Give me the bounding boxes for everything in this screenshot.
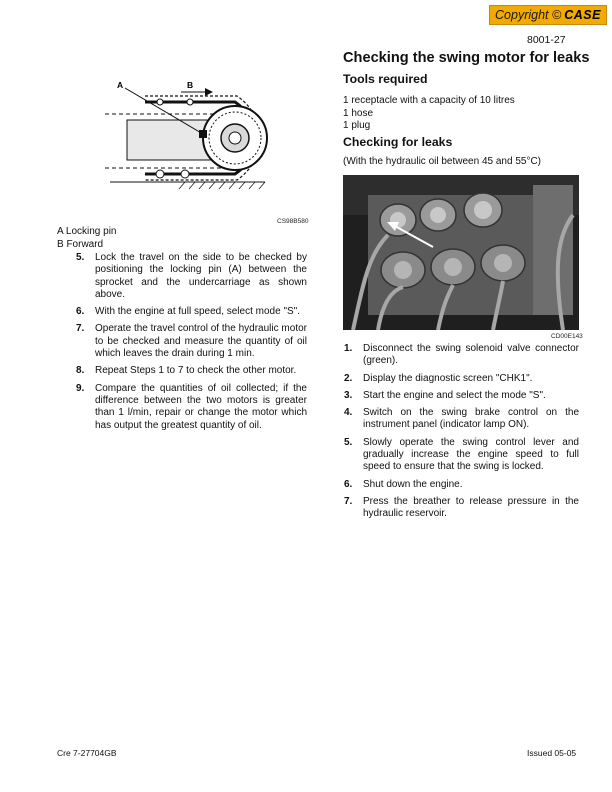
list-item: 7. Operate the travel control of the hydraulic motor to be checked and measure the quantity of oil which leaves the drain during 1 min.: [76, 323, 307, 360]
legend-item-b: B Forward: [57, 239, 104, 250]
copyright-text: Copyright ©: [495, 8, 562, 22]
list-item: 2. Display the diagnostic screen "CHK1".: [344, 372, 533, 384]
condition-text: (With the hydraulic oil between 45 and 55°C): [343, 156, 541, 167]
list-item: 5. Lock the travel on the side to be checked by positioning the locking pin (A) between the sprocket and the undercarriage as shown above.: [76, 252, 307, 300]
list-item: 8. Repeat Steps 1 to 7 to check the other motor.: [76, 365, 297, 377]
list-item: 4. Switch on the swing brake control on the instrument panel (indicator lamp ON).: [344, 407, 579, 431]
tool-item: 1 plug: [343, 120, 371, 131]
label-b: B: [187, 80, 194, 90]
footer-reference: Cre 7-27704GB: [57, 748, 117, 758]
label-a: A: [117, 80, 124, 90]
list-item: 6. Shut down the engine.: [344, 478, 463, 490]
tools-heading: Tools required: [343, 72, 428, 86]
copyright-badge: [489, 5, 607, 25]
tools-list: [343, 95, 515, 133]
left-steps-list: [76, 252, 307, 437]
diagram-code: CS98B580: [277, 218, 309, 225]
brand-logo: CASE: [564, 8, 601, 22]
page-number: 8001-27: [527, 34, 566, 46]
list-item: 3. Start the engine and select the mode "S".: [344, 389, 546, 401]
photo-code: CD00E143: [551, 333, 583, 340]
list-item: 1. Disconnect the swing solenoid valve connector (green).: [344, 343, 579, 367]
hydraulic-valve-photo: [343, 175, 579, 330]
legend-item-a: A Locking pin: [57, 226, 117, 237]
right-steps-list: [344, 343, 579, 526]
footer-issued: Issued 05-05: [527, 748, 577, 758]
list-item: 7. Press the breather to release pressure in the hydraulic reservoir.: [344, 495, 579, 520]
check-heading: Checking for leaks: [343, 135, 453, 149]
list-item: 6. With the engine at full speed, select mode "S".: [76, 306, 300, 318]
page-title: Checking the swing motor for leaks: [343, 50, 590, 66]
tool-item: 1 receptacle with a capacity of 10 litres: [343, 95, 515, 106]
diagram-legend: [57, 225, 117, 251]
list-item: 9. Compare the quantities of oil collected; if the difference between the two motors is greater than 1 l/min, repair or change the motor which has output the greatest quantity of oil.: [76, 382, 307, 431]
list-item: 5. Slowly operate the swing control lever and gradually increase the engine speed to full speed to ensure that the swing is locked.: [344, 436, 579, 473]
track-locking-pin-diagram: [85, 72, 290, 197]
tool-item: 1 hose: [343, 107, 374, 119]
